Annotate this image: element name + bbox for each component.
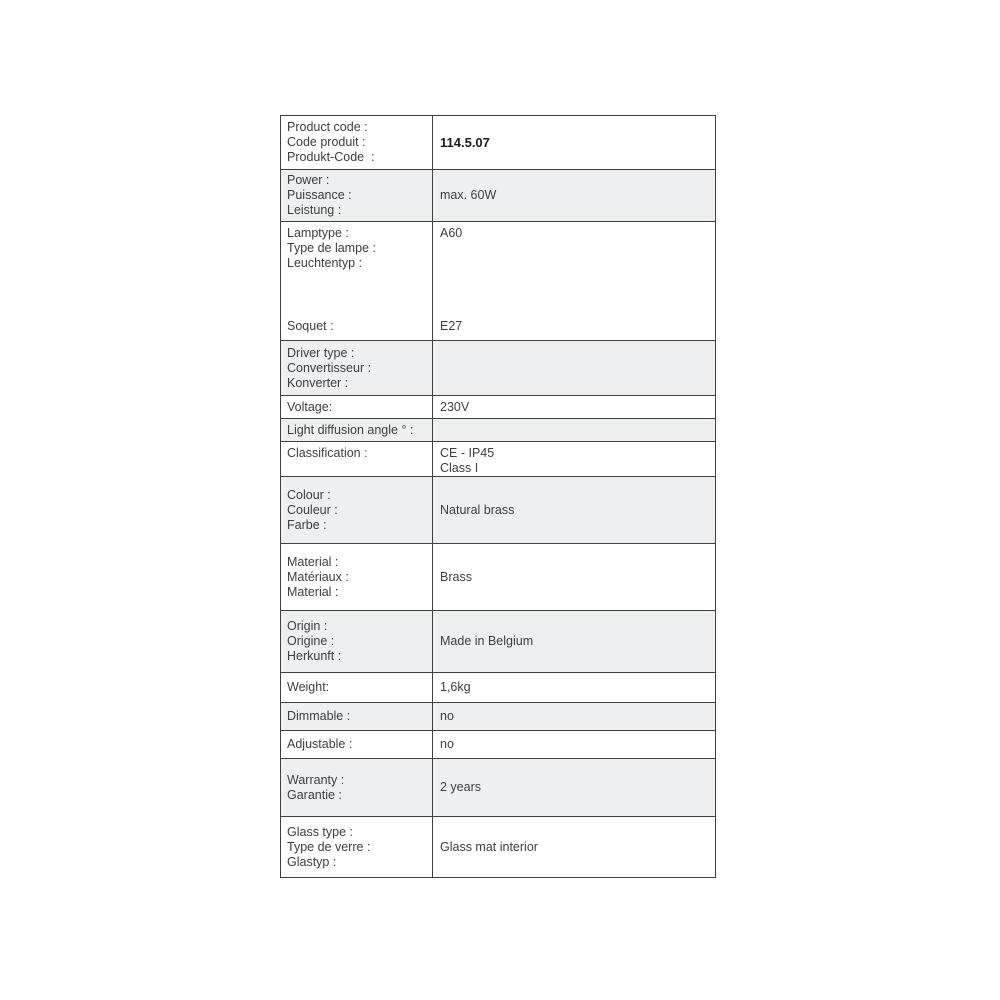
spec-value-line: 1,6kg (440, 680, 471, 694)
spec-label-line: Glastyp : (287, 854, 337, 869)
text-group (287, 120, 428, 165)
spec-value-cell (433, 116, 715, 169)
spec-label-cell (281, 396, 433, 418)
spec-label-line: Matériaux : (287, 569, 349, 584)
text-group (440, 680, 711, 695)
spec-row (281, 730, 715, 758)
spec-value-cell (433, 731, 715, 758)
spec-value-cell (433, 673, 715, 702)
spec-label-line: Power : (287, 173, 330, 187)
text-group (287, 825, 428, 870)
spec-value-line: Natural brass (440, 502, 515, 517)
spec-label-line: Farbe : (287, 517, 327, 532)
spec-label-line: Couleur : (287, 502, 338, 517)
spec-label-line: Dimmable : (287, 709, 351, 723)
spec-value-line: 230V (440, 399, 470, 414)
text-group (287, 619, 428, 664)
spec-value-line: 114.5.07 (440, 135, 490, 150)
spec-label-line: Type de lampe : (287, 241, 376, 255)
spec-label-cell (281, 170, 433, 221)
spec-value-line: Glass mat interior (440, 839, 538, 854)
spec-value-line: Class I (440, 461, 479, 475)
spec-label-line: Adjustable : (287, 737, 353, 751)
spec-row (281, 418, 715, 441)
spec-label-line: Origin : (287, 619, 328, 633)
spec-label-line: Product code : (287, 120, 368, 134)
spec-row (281, 441, 715, 476)
text-group (287, 737, 428, 752)
spec-label-line: Voltage: (287, 399, 333, 414)
spec-label-line: Herkunft : (287, 649, 342, 663)
text-group (440, 634, 711, 649)
text-group (440, 400, 711, 415)
spec-label-line: Convertisseur : (287, 360, 372, 375)
spec-label-line: Type de verre : (287, 839, 371, 854)
text-group (287, 709, 428, 724)
spec-label-line: Material : (287, 584, 339, 599)
spec-label-line: Leuchtentyp : (287, 256, 363, 270)
spec-label-cell (281, 544, 433, 610)
spec-label-cell (281, 817, 433, 877)
spec-value-cell (433, 396, 715, 418)
text-group (287, 346, 428, 391)
spec-label-line: Soquet : (287, 319, 334, 333)
text-group (287, 488, 428, 533)
spec-row (281, 116, 715, 169)
spec-label-line: Code produit : (287, 135, 366, 149)
spec-label-line: Warranty : (287, 772, 345, 787)
spec-label-cell (281, 116, 433, 169)
spec-value-cell (433, 419, 715, 441)
spec-label-cell (281, 341, 433, 395)
spec-value-cell (433, 170, 715, 221)
spec-label-line: Classification : (287, 446, 368, 460)
spec-label-line: Garantie : (287, 787, 342, 802)
spec-row (281, 543, 715, 610)
text-group (440, 570, 711, 585)
spec-label-cell (281, 673, 433, 702)
spec-value-line: CE - IP45 (440, 446, 495, 460)
text-group (440, 503, 711, 518)
spec-value-cell (433, 759, 715, 816)
text-group (440, 780, 711, 795)
spec-label-cell (281, 759, 433, 816)
product-spec-table (280, 115, 716, 878)
spec-label-line: Weight: (287, 680, 330, 694)
spec-label-line: Material : (287, 554, 339, 569)
text-group (440, 840, 711, 855)
text-group (287, 446, 428, 461)
spec-value-cell (433, 544, 715, 610)
spec-value-cell (433, 611, 715, 672)
spec-label-line: Light diffusion angle ° : (287, 422, 414, 437)
text-group (440, 226, 711, 241)
spec-label-line: Driver type : (287, 345, 355, 360)
spec-label-line: Glass type : (287, 824, 353, 839)
spec-label-line: Puissance : (287, 188, 352, 202)
spec-value-line: E27 (440, 319, 463, 333)
text-group (287, 773, 428, 803)
spec-label-cell (281, 477, 433, 543)
spec-value-line: Made in Belgium (440, 634, 534, 648)
spec-value-cell (433, 817, 715, 877)
spec-row (281, 702, 715, 730)
spec-label-line: Origine : (287, 634, 335, 648)
spec-row (281, 610, 715, 672)
spec-value-line: no (440, 709, 454, 723)
spec-row (281, 221, 715, 340)
spec-value-cell (433, 341, 715, 395)
spec-value-cell (433, 477, 715, 543)
spec-row (281, 476, 715, 543)
text-group (440, 737, 711, 752)
spec-value-cell (433, 442, 715, 476)
spec-value-line: 2 years (440, 780, 481, 794)
text-group (287, 680, 428, 695)
spec-value-line: max. 60W (440, 188, 497, 202)
text-group (287, 423, 428, 438)
spec-label-cell (281, 703, 433, 730)
spec-value-cell (433, 703, 715, 730)
text-group (287, 226, 428, 271)
spec-label-line: Konverter : (287, 375, 349, 390)
spec-row (281, 395, 715, 418)
spec-label-cell (281, 731, 433, 758)
spec-row (281, 340, 715, 395)
spec-row (281, 169, 715, 221)
spec-label-line: Colour : (287, 487, 331, 502)
text-group (440, 446, 711, 476)
text-group (440, 188, 711, 203)
spec-value-line: Brass (440, 569, 472, 584)
text-group (287, 173, 428, 218)
text-group (440, 135, 711, 150)
spec-label-line: Leistung : (287, 203, 342, 217)
text-group (440, 709, 711, 724)
text-group (440, 319, 711, 334)
spec-label-cell (281, 222, 433, 340)
spec-label-cell (281, 611, 433, 672)
spec-row (281, 758, 715, 816)
spec-label-line: Produkt-Code : (287, 150, 375, 164)
spec-row (281, 816, 715, 877)
spec-value-line: A60 (440, 226, 463, 240)
spec-label-cell (281, 442, 433, 476)
spec-row (281, 672, 715, 702)
text-group (287, 319, 428, 334)
spec-value-line: no (440, 737, 454, 751)
spec-value-cell (433, 222, 715, 340)
text-group (287, 400, 428, 415)
spec-label-line: Lamptype : (287, 226, 349, 240)
spec-label-cell (281, 419, 433, 441)
text-group (287, 555, 428, 600)
